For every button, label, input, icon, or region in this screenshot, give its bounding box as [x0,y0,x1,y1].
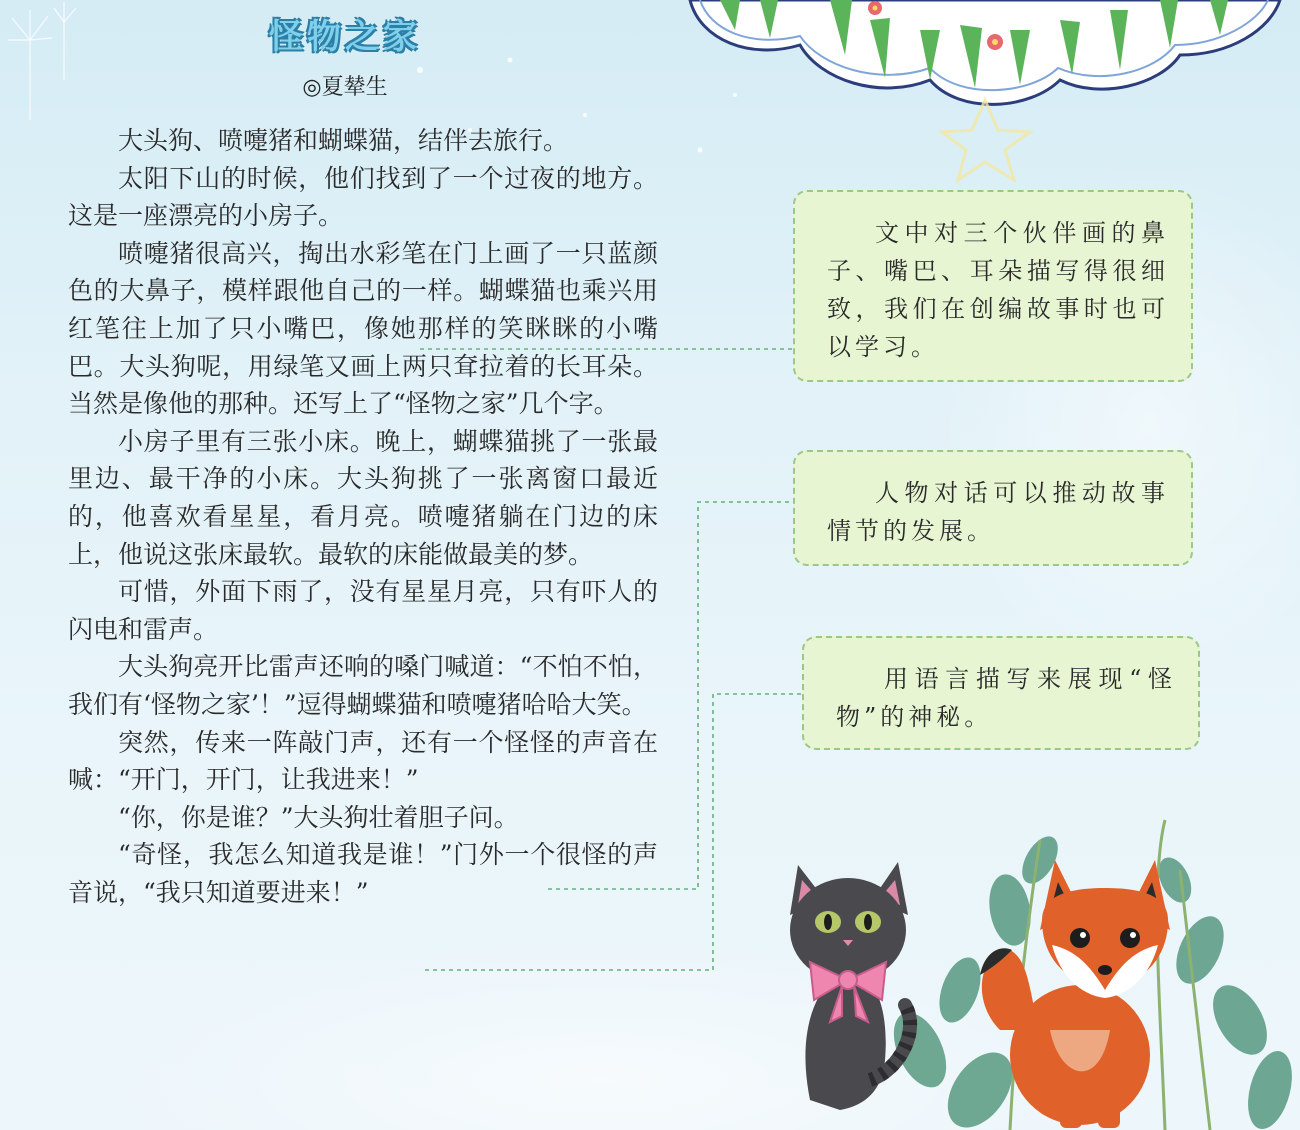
story-paragraph: 突然，传来一阵敲门声，还有一个怪怪的声音在喊：“开门，开门，让我进来！” [68,727,658,795]
author-line: ◎夏辇生 [302,75,388,100]
cat-and-fox-illustration [780,800,1300,1130]
annotation-note [793,450,1193,566]
cat-icon [790,862,910,1110]
story-paragraph: 可惜，外面下雨了，没有星星月亮，只有吓人的闪电和雷声。 [68,577,658,644]
story-paragraph: “你，你是谁？”大头狗壮着胆子问。 [118,802,519,832]
story-paragraph: 太阳下山的时候，他们找到了一个过夜的地方。这是一座漂亮的小房子。 [68,163,658,231]
leader-line-note-3 [425,694,802,970]
annotation-note-text: 用语言描写来展现“怪物”的神秘。 [836,665,1176,731]
annotation-note-text: 文中对三个伙伴画的鼻子、嘴巴、耳朵描写得很细致，我们在创编故事时也可以学习。 [827,219,1169,361]
annotation-note [793,190,1193,382]
story-paragraph: 喷嚏猪很高兴，掏出水彩笔在门上画了一只蓝颜色的大鼻子，模样跟他自己的一样。蝴蝶猫也乘兴用红笔往上加了只小嘴巴，像她那样的笑眯眯的小嘴巴。大头狗呢，用绿笔又画上两只耷拉着的长耳朵。当然是像他的那种。还写上了“怪物之家”几个字。 [68,238,658,419]
page-title: 怪物之家 [269,17,421,57]
story-paragraph: 小房子里有三张小床。晚上，蝴蝶猫挑了一张最里边、最干净的小床。大头狗挑了一张离窗口最近的，他喜欢看星星，看月亮。喷嚏猪躺在门边的床上，他说这张床最软。最软的床能做最美的梦。 [68,426,658,569]
annotation-note [802,636,1200,750]
annotation-note-text: 人物对话可以推动故事情节的发展。 [827,479,1169,545]
story-paragraph: 大头狗亮开比雷声还响的嗓门喊道：“不怕不怕，我们有‘怪物之家’！”逗得蝴蝶猫和喷嚏猪哈哈大笑。 [68,652,658,719]
leader-line-note-2 [548,502,793,889]
story-paragraph: “奇怪，我怎么知道我是谁！”门外一个很怪的声音说，“我只知道要进来！” [68,840,658,907]
story-paragraph: 大头狗、喷嚏猪和蝴蝶猫，结伴去旅行。 [118,126,569,155]
